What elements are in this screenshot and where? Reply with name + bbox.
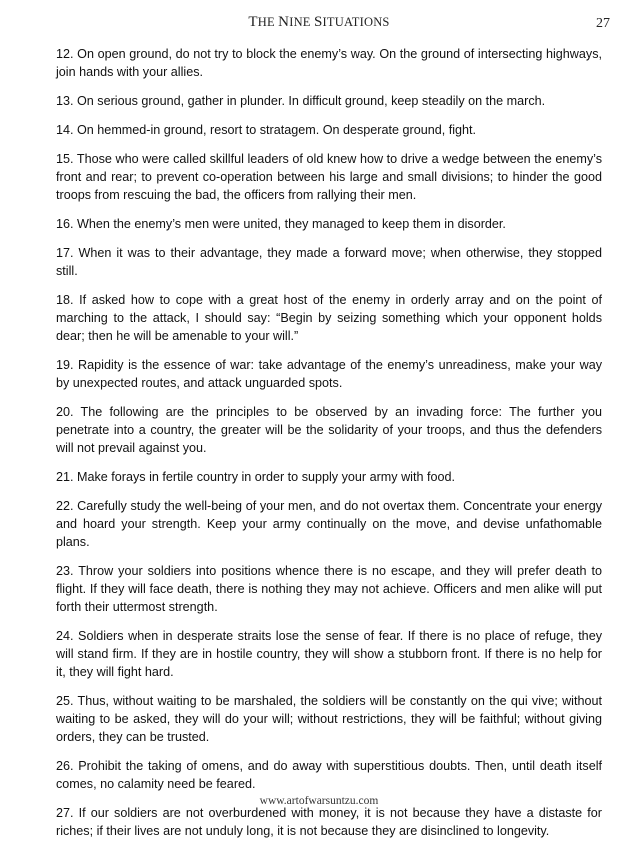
- paragraph-22: 22. Carefully study the well-being of your men, and do not overtax them. Concentrate your energy and hoard your strength. Keep your army continually on the move, and devise unfathomable plans.: [56, 499, 602, 549]
- document-body: [56, 45, 602, 851]
- paragraph-16: 16. When the enemy’s men were united, they managed to keep them in disorder.: [56, 217, 506, 231]
- paragraph-17: 17. When it was to their advantage, they made a forward move; when otherwise, they stopped still.: [56, 246, 602, 278]
- paragraph-26: 26. Prohibit the taking of omens, and do away with superstitious doubts. Then, until death itself comes, no calamity need be feared.: [56, 759, 602, 791]
- title-rest-ituations: ITUATIONS: [322, 15, 390, 29]
- paragraph-14: 14. On hemmed-in ground, resort to stratagem. On desperate ground, fight.: [56, 123, 477, 137]
- paragraph-12: 12. On open ground, do not try to block the enemy’s way. On the ground of intersecting highways, join hands with your allies.: [56, 47, 602, 79]
- title-cap-s: S: [313, 14, 323, 30]
- title-rest-he: HE: [257, 15, 279, 29]
- footer-url: www.artofwarsuntzu.com: [259, 795, 379, 807]
- paragraph-13: 13. On serious ground, gather in plunder. In difficult ground, keep steadily on the march.: [56, 94, 546, 108]
- chapter-title: [0, 14, 638, 31]
- paragraph-20: 20. The following are the principles to be observed by an invading force: The further you penetrate into a country, the greater will be the solidarity of your troops, and thus the defenders will not prevail against you.: [56, 405, 602, 455]
- page-number: 27: [596, 16, 610, 31]
- paragraph-21: 21. Make forays in fertile country in order to supply your army with food.: [56, 470, 455, 484]
- title-cap-n: N: [278, 14, 290, 30]
- paragraph-19: 19. Rapidity is the essence of war: take advantage of the enemy’s unreadiness, make your way by unexpected routes, and attack unguarded spots.: [56, 358, 602, 390]
- paragraph-23: 23. Throw your soldiers into positions whence there is no escape, and they will prefer death to flight. If they will face death, there is nothing they may not achieve. Officers and men alike will put forth their uttermost strength.: [56, 564, 602, 614]
- page-header: [0, 13, 638, 33]
- paragraph-24: 24. Soldiers when in desperate straits lose the sense of fear. If there is no place of refuge, they will stand firm. If they are in hostile country, they will show a stubborn front. If there is no help for it, they will fight hard.: [56, 629, 602, 679]
- paragraph-25: 25. Thus, without waiting to be marshaled, the soldiers will be constantly on the qui vive; without waiting to be asked, they will do your will; without restrictions, they will be faithful; without giving orders, they can be trusted.: [56, 694, 602, 744]
- title-rest-ine: INE: [289, 15, 314, 29]
- paragraph-15: 15. Those who were called skillful leaders of old knew how to drive a wedge between the enemy’s front and rear; to prevent co-operation between his large and small divisions; to hinder the good troops from rescuing the bad, the officers from rallying their men.: [56, 152, 602, 202]
- paragraph-18: 18. If asked how to cope with a great host of the enemy in orderly array and on the point of marching to the attack, I should say: “Begin by seizing something which your opponent holds dear; then he will be amenable to your will.”: [56, 293, 602, 343]
- title-cap-t: T: [248, 14, 258, 30]
- paragraph-27: 27. If our soldiers are not overburdened with money, it is not because they have a distaste for riches; if their lives are not unduly long, it is not because they are disinclined to longevity.: [56, 806, 602, 838]
